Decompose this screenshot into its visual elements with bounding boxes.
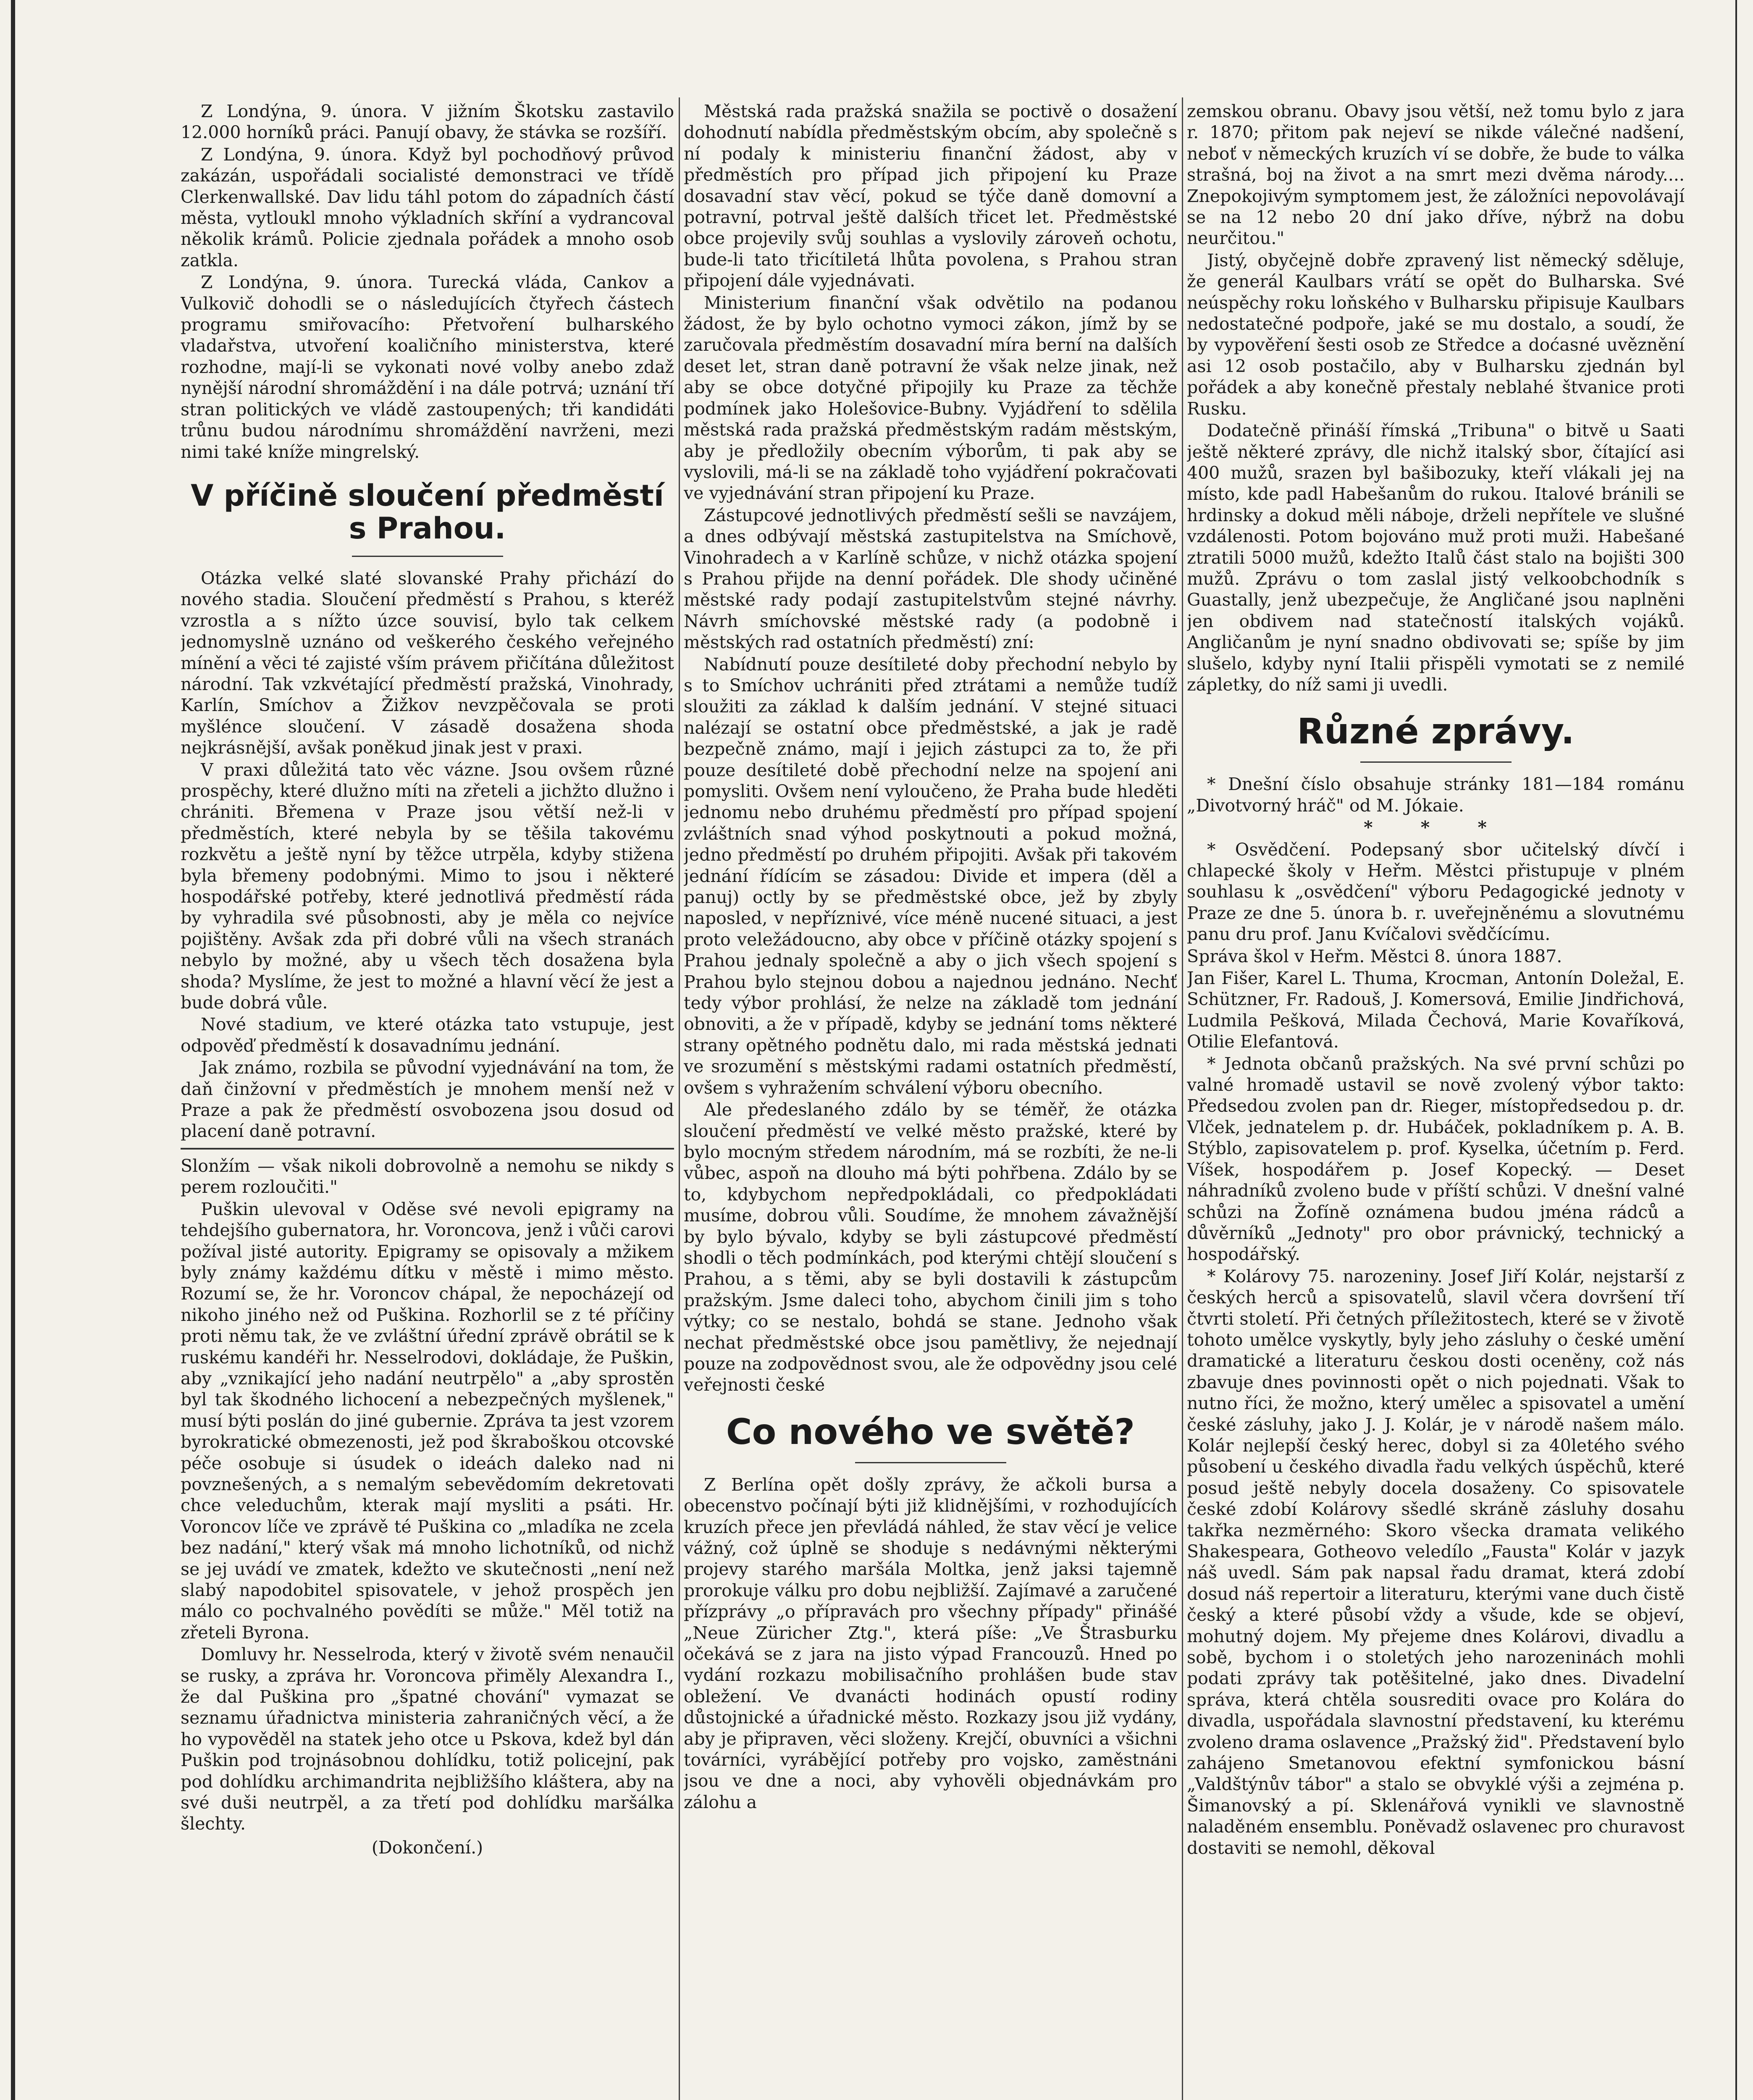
section-stars: * * *	[1364, 817, 1508, 838]
dispatch-london-1: Z Londýna, 9. února. V jižním Škotsku zastavilo 12.000 horníků práci. Panují obavy, že stávka se rozšíří.	[181, 101, 674, 143]
headline-rule	[352, 556, 503, 557]
page-border-left	[11, 0, 15, 2100]
dispatch-london-2: Z Londýna, 9. února. Když byl pochodňový průvod zakázán, uspořádali socialisté demonstraci ve třídě Clerkenwallské. Dav lidu táhl potom do západních částí města, vytloukl mnoho výkladních skříní a vydrancoval několik krámů. Policie zjednala pořádek a mnoho osob zatkla.	[181, 144, 674, 270]
misc-item: * Osvědčení. Podepsaný sbor učitelský dívčí i chlapecké školy v Heřm. Městci přistupuje v plném souhlasu k „osvědčení" výboru Pedagogické jednoty v Praze ze dne 5. února b. r. uveřejněnému a slovutnému panu dru prof. Janu Kvíčalovi svědčícímu.	[1187, 839, 1685, 945]
feuilleton-paragraph: Slonžím — však nikoli dobrovolně a nemohu se nikdy s perem rozloučiti."	[181, 1155, 674, 1197]
headline-rule	[855, 1462, 1006, 1463]
headline-suburbs-merger: V příčině sloučení předměstí s Prahou.	[191, 478, 664, 546]
column-divider-2	[1182, 97, 1183, 2100]
feuilleton-signature: (Dokončení.)	[371, 1837, 483, 1858]
article-paragraph: V praxi důležitá tato věc vázne. Jsou ovšem různé prospěchy, které dlužno míti na zřeteli a jichžto dlužno i chrániti. Břemena v Praze jsou větší než-li v předměstích, které nebyla by se těšila takovému rozkvětu a ještě nyní by těžce utrpěla, kdyby stižena byla břemeny podobnými. Mimo to jsou i některé hospodářské potřeby, které jednotlivá předměstí ráda by vyhradila své působnosti, aby je měla co nejvíce pojištěny. Avšak zda při dobré vůli na všech stranách nebylo by možné, aby u všech těch dosažena byla shoda? Myslíme, že jest to možné a hlavní věcí že jest a bude dobrá vůle.	[181, 759, 674, 1013]
headline-rule	[1360, 761, 1512, 763]
news-paragraph: Jistý, obyčejně dobře zpravený list německý sděluje, že generál Kaulbars vrátí se opět do Bulharska. Své neúspěchy roku loňského v Bulharsku připisuje Kaulbars nedostatečné podpoře, jaké se mu dostalo, a soudí, že by vypověření šesti osob ze Středce a doćasné uvěznění asi 12 osob postačilo, aby v Bulharsku zjednán byl pořádek a aby konečně přestaly neblahé štvanice proti Rusku.	[1187, 250, 1685, 419]
headline-various-news: Různé zprávy.	[1297, 711, 1575, 752]
column-1	[181, 101, 674, 2100]
feuilleton-paragraph: Puškin ulevoval v Oděse své nevoli epigramy na tehdejšího gubernatora, hr. Voroncova, jenž i vůči carovi požíval jisté autority. Epigramy se opisovaly a mžikem byly známy každému dítku v městě i mimo město. Rozumí se, že hr. Voroncov chápal, že nepocházejí od nikoho jiného než od Puškina. Rozhorlil se z té příčiny proti němu tak, že ve zvláštní úřední zprávě obrátil se k ruskému kandéři hr. Nesselrodovi, dokládaje, že Puškin, aby „vznikající jeho nadání neutrpělo" a „aby sprostěn byl tak škodného lichocení a nebezpečných myšlenek," musí býti poslán do jiné gubernie. Zpráva ta jest vzorem byrokratické obmezenosti, jež pod škraboškou otcovské péče osobuje si úsudek o ideách daleko nad ni povznešených, a s nemalým sebevědomím dekretovati chce veleduchům, kterak mají mysliti a psáti. Hr. Voroncov líče ve zprávě té Puškina co „mladíka ne zcela bez nadání," který však má mnoho lichotníků, od nichž se jej uvádí ve zmatek, kdežto ve skutečnosti „není než slabý napodobitel spisovatele, v jehož prospěch jen málo co pochvalného povědíti se může." Měl totiž na zřeteli Byrona.	[181, 1199, 674, 1643]
news-paragraph: Z Berlína opět došly zprávy, že ačkoli bursa a obecenstvo počínají býti již klidnějšími, v rozhodujících kruzích přece jen převládá náhled, že stav věcí je velice vážný, což úplně se shoduje s nedávnými některými projevy starého maršála Moltka, jenž jaksi tajemně prorokuje válku pro dobu nejbližší. Zajímavé a zaručené přízprávy „o přípravách pro všechny případy" přinášé „Neue Züricher Ztg.", která píše: „Ve Štrasburku očekává se z jara na jisto výpad Francouzů. Hned po vydání rozkazu mobilisačního prohlášen bude stav obležení. Ve dvanácti hodinách opustí rodiny důstojnické a úřadnické město. Rozkazy jsou již vydány, aby je připraven, věci složeny. Krejčí, obuvníci a všichni továrníci, vyrábějící potřeby pro vojsko, zaměstnáni jsou ve dne a noci, aby vyhověli objednávkám pro zálohu a	[684, 1474, 1177, 1812]
headline-world-news: Co nového ve světě?	[726, 1411, 1135, 1452]
article-paragraph: Nabídnutí pouze desítileté doby přechodní nebylo by s to Smíchov uchrániti před ztrátami a nemůže tudíž sloužiti za základ k dalším jednání. V stejné situaci nalézají se ostatní obce předměstské, a jak je radě bezpečně známo, mají i jejich zástupci za to, že při pouze desítileté době přechodní nelze na spojení ani pomysliti. Ovšem není vyloučeno, že Praha bude hleděti jednomu nebo druhému předměstí pro případ spojení zvláštních snad výhod poskytnouti a pokud možná, jedno předměstí po druhém připojiti. Avšak při takovém jednání řídícím se zásadou: Divide et impera (děl a panuj) octly by se předměstské obce, jež by zbyly naposled, v nepříznivé, více méně nucené situaci, a jest proto veležádoucno, aby obce v příčině otázky spojení s Prahou jednaly společně a aby o jich všech spojení s Prahou bylo stejnou dobou a najednou jednáno. Nechť tedy výbor prohlásí, že nelze na základě tom jednání obnoviti, a že v případě, kdyby se jednání toms některé strany opětného podnětu dalo, mi rada městská jednati ve srozumění s městskými radami ostatních předměstí, ovšem s vyhražením schválení výboru obecního.	[684, 654, 1177, 1098]
article-paragraph: Otázka velké slaté slovanské Prahy přichází do nového stadia. Sloučení předměstí s Prahou, s kteréž vzrostla a s nížto úzce souvisí, bylo tak celkem jednomyslně uznáno od veškerého českého veřejného mínění a věci té zajisté vším právem přičítána důležitost národní. Tak vzkvétající předměstí pražská, Vinohrady, Karlín, Smíchov a Žižkov nevzpěčovala se proti myšlénce sloučení. V zásadě dosažena shoda nejkrásnější, avšak poněkud jinak jest v praxi.	[181, 568, 674, 758]
school-date: Správa škol v Heřm. Městci 8. února 1887.	[1187, 946, 1562, 966]
dispatch-london-3: Z Londýna, 9. února. Turecká vláda, Cankov a Vulkovič dohodli se o následujících čtyřech částech programu smiřovacího: Přetvoření bulharského vladařstva, utvoření koaličního ministerstva, které rozhodne, mají-li se vykonati nové volby anebo zdaž nynější národní shromáždění i na dále potrvá; uznání tří stran politických ve vládě zastoupených; tři kandidáti trůnu budou národnímu shromáždění navrženi, mezi nimi také kníže mingrelský.	[181, 272, 674, 462]
article-paragraph: Městská rada pražská snažila se poctivě o dosažení dohodnutí nabídla předměstským obcím, aby společně s ní podaly k ministeriu finanční žádost, aby v předměstích pro případ jich připojení ku Praze dosavadní stav věcí, pokud se týče daně domovní a potravní, potrval ještě dalších třicet let. Předměstské obce projevily svůj souhlas a vyslovily zároveň ochotu, bude-li tato třicítiletá lhůta povolena, s Prahou stran připojení dále vyjednávati.	[684, 101, 1177, 291]
column-3	[1187, 101, 1685, 2100]
article-paragraph: Ale předeslaného zdálo by se téměř, že otázka sloučení předměstí ve velké město pražské, které by bylo mocným středem národním, má se rozbíti, že ne-li vůbec, aspoň na dlouho má býti pohřbena. Zdálo by se to, kdybychom nepředpokládali, co předpokládati musíme, dobrou vůli. Soudíme, že mnohem závažnější by bylo bývalo, kdyby se byli zástupcové předměstí shodli o těch podmínkách, pod kterými chtějí sloučení s Prahou, a s těmi, aby se byli dostavili k zástupcům pražským. Jsme daleci toho, abychom činili jim s toho výtky; co se nestalo, bohdá se stane. Jednoho však nechat předměstské obce jsou pamětlivy, že nejednají pouze na zodpovědnost svou, ale že odpovědny jsou celé veřejnosti české	[684, 1100, 1177, 1395]
article-paragraph: Nové stadium, ve které otázka tato vstupuje, jest odpověď předměstí k dosavadnímu jednání.	[181, 1014, 674, 1056]
misc-item: * Dnešní číslo obsahuje stránky 181—184 románu „Divotvorný hráč" od M. Jókaie.	[1187, 774, 1685, 816]
misc-item: * Kolárovy 75. narozeniny. Josef Jiří Kolár, nejstarší z českých herců a spisovatelů, slavil včera dovršení tří čtvrti století. Při četných příležitostech, které se v životě tohoto umělce vyskytly, byly jeho zásluhy o české umění dramatické a literaturu českou dosti oceněny, což nás zbavuje dnes povinnosti opět o nich pojednati. Však to nutno říci, že možno, který umělec a spisovatel a umění české zásluhy, jako J. J. Kolár, je v národě našem málo. Kolár nejlepší český herec, dobyl si za 40letého svého působení u českého divadla řadu velkých úspěchů, které posud ještě nebyly docela dosaženy. Co spisovatele české zdobí Kolárovy sšedlé skráně zásluhy dosahu takřka nezměrného: Skoro všecka dramata velikého Shakespeara, Gotheovo veledílo „Fausta" Kolár v jazyk náš uvedl. Sám pak napsal řadu dramat, která zdobí dosud náš repertoir a literaturu, kterými vane duch čistě český a které působí vždy a všude, kde se objeví, mohutný dojem. My přejeme dnes Kolárovi, divadlu a sobě, bychom i o stoletých jeho narozeninách mohli podati zprávy tak potěšitelné, jako dnes. Divadelní správa, která chtěla sousrediti ovace pro Kolára do divadla, uspořádala slavnostní představení, ku kterému zvoleno drama oslavence „Pražský žid". Představení bylo zahájeno Smetanovou efektní symfonickou básní „Valdštýnův tábor" a stalo se obvyklé výši a zejména p. Šimanovský a pí. Sklenářová vynikli ve slavnostně naladěném ensemblu. Poněvadž oslavenec pro churavost dostaviti se nemohl, děkoval	[1187, 1266, 1685, 1858]
article-paragraph: Zástupcové jednotlivých předměstí sešli se navzájem, a dnes odbývají městská zastupitelstva na Smíchově, Vinohradech a v Karlíně schůze, v nichž otázka spojení s Prahou přijde na denní pořádek. Dle shody učiněné městské rady podají zastupitelstvům stejné návrhy. Návrh smíchovské městské rady (a podobně i městských rad ostatních předměstí) zní:	[684, 505, 1177, 653]
page-border-right	[1735, 0, 1737, 2100]
article-paragraph: Jak známo, rozbila se původní vyjednávání na tom, že daň činžovní v předměstích je mnohem menší než v Praze a pak že předměstí osvobozena jsou dosud od placení daně potravní.	[181, 1058, 674, 1142]
article-paragraph: Ministerium finanční však odvětilo na podanou žádost, že by bylo ochotno vymoci zákon, jímž by se zaručovala předměstím dosavadní míra berní na dalších deset let, stran daně potravní že však nelze jinak, než aby se obce dotyčné připojily ku Praze za těchže podmínek jako Holešovice-Bubny. Vyjádření to sdělila městská rada pražská předměstským radám městským, aby je předložily obecním výborům, ti pak aby se vyslovili, má-li se na základě toho vyjádření pokračovati ve vyjednávání stran připojení ku Praze.	[684, 292, 1177, 504]
column-2	[684, 101, 1177, 2100]
school-signers: Jan Fišer, Karel L. Thuma, Krocman, Antonín Doležal, E. Schützner, Fr. Radouš, J. Komersová, Emilie Jindřichová, Ludmila Pešková, Milada Čechová, Marie Kovaříková, Otilie Elefantová.	[1187, 968, 1685, 1052]
feuilleton-paragraph: Domluvy hr. Nesselroda, který v životě svém nenaučil se rusky, a zpráva hr. Voroncova přiměly Alexandra I., že dal Puškina pro „špatné chování" vymazat se seznamu úřadnictva ministeria zahraničných věcí, a že ho vypověděl na statek jeho otce u Pskova, kdež byl dán Puškin pod trojnásobnou dohlídku, totiž policejní, pak pod dohlídku archimandrita nejbližšího kláštera, aby na své duši neutrpěl, a za třetí pod dohlídku maršálka šlechty.	[181, 1644, 674, 1834]
feuilleton-rule	[181, 1148, 674, 1150]
news-paragraph: zemskou obranu. Obavy jsou větší, než tomu bylo z jara r. 1870; přitom pak nejeví se nikde válečné nadšení, neboť v německých kruzích ví se dobře, že bude to válka strašná, boj na život a na smrt mezi dvěma národy.... Znepokojivým symptomem jest, že záložníci nepovolávají se na 12 nebo 20 dní jako dříve, nýbrž na dobu neurčitou."	[1187, 101, 1685, 249]
column-divider-1	[679, 97, 680, 2100]
news-paragraph: Dodatečně přináší římská „Tribuna" o bitvě u Saati ještě některé zprávy, dle nichž italský sbor, čítající asi 400 mužů, srazen byl bašibozuky, kteří vlákali jej na místo, kde padl Habešanům do rukou. Italové bránili se hrdinsky a dokud měli náboje, drželi nepřítele ve slušné vzdálenosti. Potom bojováno muž proti muži. Habešané ztratili 5000 mužů, kdežto Italů část stalo na bojišti 300 mužů. Zprávu o tom zaslal jistý velkoobchodník s Guastally, jenž ubezpečuje, že Angličané jsou naplněni jen obdivem nad statečností italských vojáků. Angličanům je nyní snadno obdivovati se; spíše by jim slušelo, kdyby nyní Italii přispěli vymotati se z nemilé zápletky, do níž sami ji uvedli.	[1187, 420, 1685, 695]
misc-item: * Jednota občanů pražských. Na své první schůzi po valné hromadě ustavil se nově zvolený výbor takto: Předsedou zvolen pan dr. Rieger, místopředsedou p. dr. Vlček, jednatelem p. dr. Hubáček, pokladníkem p. A. B. Stýblo, zapisovatelem p. prof. Kyselka, účetním p. Ferd. Víšek, hospodářem p. Josef Kopecký. — Deset náhradníků zvoleno bude v příští schůzi. V dnešní valné schůzi na Žofíně oznámena budou jména rádců a důvěrníků „Jednoty" pro obor právnický, technický a hospodářský.	[1187, 1053, 1685, 1265]
